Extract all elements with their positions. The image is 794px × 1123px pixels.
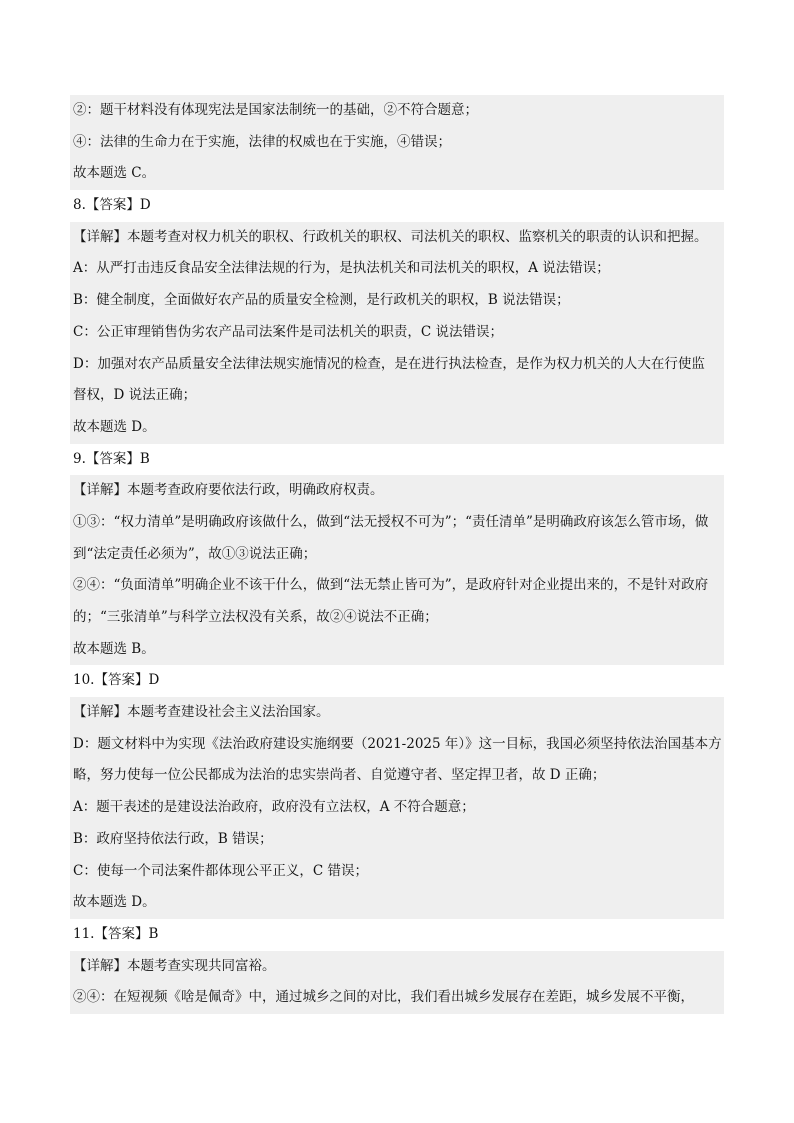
explanation-line: 【详解】本题考查建设社会主义法治国家。 [70,697,724,729]
explanation-line: 【详解】本题考查实现共同富裕。 [70,951,724,983]
explanation-line: ②：题干材料没有体现宪法是国家法制统一的基础，②不符合题意； [70,95,724,127]
explanation-line: 故本题选 B。 [70,634,724,666]
answer-heading: 8.【答案】D [70,190,724,222]
explanation-line: C：使每一个司法案件都体现公平正义，C 错误； [70,856,724,888]
explanation-line: A：从严打击违反食品安全法律法规的行为，是执法机关和司法机关的职权，A 说法错误； [70,253,724,285]
explanation-line: 【详解】本题考查对权力机关的职权、行政机关的职权、司法机关的职权、监察机关的职责的认识和把握。 [70,222,724,254]
explanation-line: B：健全制度，全面做好农产品的质量安全检测，是行政机关的职权，B 说法错误； [70,285,724,317]
explanation-line: 略，努力使每一位公民都成为法治的忠实崇尚者、自觉遵守者、坚定捍卫者，故 D 正确； [70,760,724,792]
explanation-line: 的；“三张清单”与科学立法权没有关系，故②④说法不正确； [70,602,724,634]
explanation-line: A：题干表述的是建设法治政府，政府没有立法权，A 不符合题意； [70,792,724,824]
explanation-line: B：政府坚持依法行政，B 错误； [70,824,724,856]
explanation-line: 【详解】本题考查政府要依法行政，明确政府权责。 [70,475,724,507]
explanation-line: 到“法定责任必须为”，故①③说法正确； [70,539,724,571]
explanation-line: D：题文材料中为实现《法治政府建设实施纲要（2021-2025 年）》这一目标，我国必须坚持依法治国基本方 [70,729,724,761]
document-body [70,95,724,1014]
answer-heading: 10.【答案】D [70,665,724,697]
explanation-line: 故本题选 C。 [70,158,724,190]
answer-heading: 9.【答案】B [70,444,724,476]
explanation-line: 故本题选 D。 [70,887,724,919]
explanation-line: C：公正审理销售伪劣农产品司法案件是司法机关的职责，C 说法错误； [70,317,724,349]
explanation-line: ②④：“负面清单”明确企业不该干什么，做到“法无禁止皆可为”，是政府针对企业提出来的，不是针对政府 [70,570,724,602]
explanation-line: 督权，D 说法正确； [70,380,724,412]
explanation-line: D：加强对农产品质量安全法律法规实施情况的检查，是在进行执法检查，是作为权力机关的人大在行使监 [70,349,724,381]
explanation-line: ②④：在短视频《啥是佩奇》中，通过城乡之间的对比，我们看出城乡发展存在差距，城乡发展不平衡， [70,982,724,1014]
explanation-line: 故本题选 D。 [70,412,724,444]
explanation-line: ④：法律的生命力在于实施，法律的权威也在于实施，④错误； [70,127,724,159]
explanation-line: ①③：“权力清单”是明确政府该做什么，做到“法无授权不可为”；“责任清单”是明确政府该怎么管市场，做 [70,507,724,539]
answer-heading: 11.【答案】B [70,919,724,951]
